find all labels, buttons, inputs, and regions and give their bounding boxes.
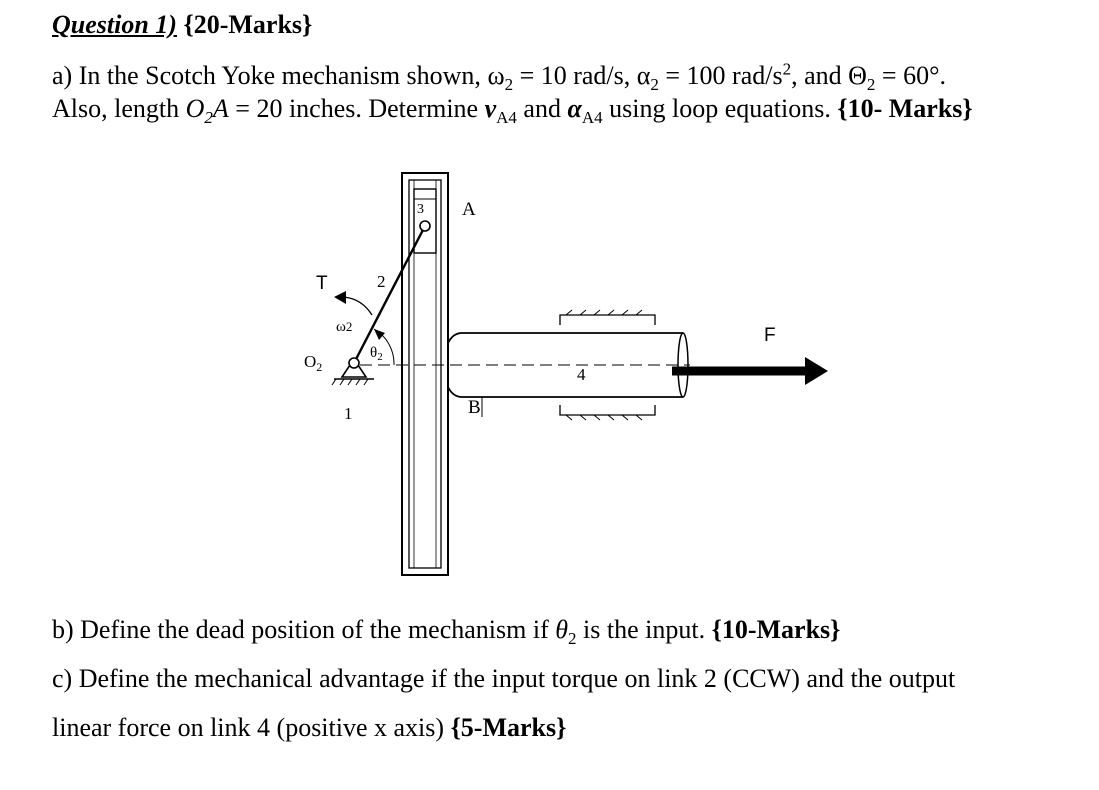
label-A: A [462,199,476,220]
theta-subscript: 2 [866,75,876,95]
label-link-2: 2 [377,272,386,291]
theta-symbol: Θ [848,61,867,90]
length-subscript: 2 [204,108,213,128]
alpha-value: = 100 rad/s [658,61,783,90]
alpha-unit-exponent: 2 [782,59,792,79]
and-text-2: and [516,94,568,123]
alpha-symbol: α [636,61,651,90]
label-omega2: ω2 [336,319,353,335]
part-c-text: linear force on link 4 (positive x axis) [52,713,451,742]
acceleration-subscript: A4 [581,108,603,128]
using-loop-text: using loop equations. [602,94,838,123]
omega-value: = 10 rad/s, [513,61,637,90]
part-b [52,615,841,649]
omega-arrowhead [334,291,346,304]
part-a-line-2 [52,94,973,128]
part-a-marks: {10- Marks} [837,94,973,123]
part-c-line-2 [52,713,566,743]
velocity-symbol: v [484,94,497,123]
length-O: O [185,94,205,123]
label-theta2: $\theta_2$ [370,345,383,363]
part-c-line-1: c) Define the mechanical advantage if the input torque on link 2 (CCW) and the output [52,664,956,693]
length-value: = 20 inches. Determine [228,94,485,123]
ground-hatch-top [566,310,642,315]
ground-hatch-bottom [566,415,642,420]
part-b-marks: {10-Marks} [711,615,841,644]
force-arrowhead [805,357,828,385]
label-O2: $O_2$ [304,352,323,374]
question-title [52,10,312,40]
label-link-4: 4 [577,365,586,384]
theta-arrowhead [374,329,385,340]
pin-A [420,221,430,231]
omega-symbol: ω [487,61,505,90]
and-text: , and [791,61,849,90]
label-F: F [764,325,776,346]
label-T: T [316,273,328,294]
length-A: A [212,94,229,123]
question-label: Question 1) [52,10,177,39]
theta-value: = 60°. [875,61,946,90]
label-B: B [468,397,481,418]
ground-hatch [332,379,368,385]
pivot-O2 [349,358,359,368]
acceleration-symbol: α [567,94,582,123]
ground-guide-bottom [560,405,655,415]
part-b-text: b) Define the dead position of the mechanism if [52,615,556,644]
label-link-1: 1 [344,404,353,423]
omega-subscript: 2 [504,75,514,95]
length-intro: Also, length [52,94,186,123]
scotch-yoke-figure [290,165,850,585]
part-a-line-1 [52,59,946,95]
part-b-suffix: is the input. [576,615,712,644]
part-a-intro: a) In the Scotch Yoke mechanism shown, [52,61,488,90]
question-marks: {20-Marks} [183,10,313,39]
velocity-subscript: A4 [496,108,517,128]
ground-guide-top [560,315,655,325]
part-c-marks: {5-Marks} [450,713,567,742]
part-b-theta-subscript: 2 [568,629,577,649]
alpha-subscript: 2 [650,75,659,95]
label-link-3: 3 [417,202,424,217]
part-b-theta: θ [555,615,569,644]
omega-arc [344,297,372,315]
